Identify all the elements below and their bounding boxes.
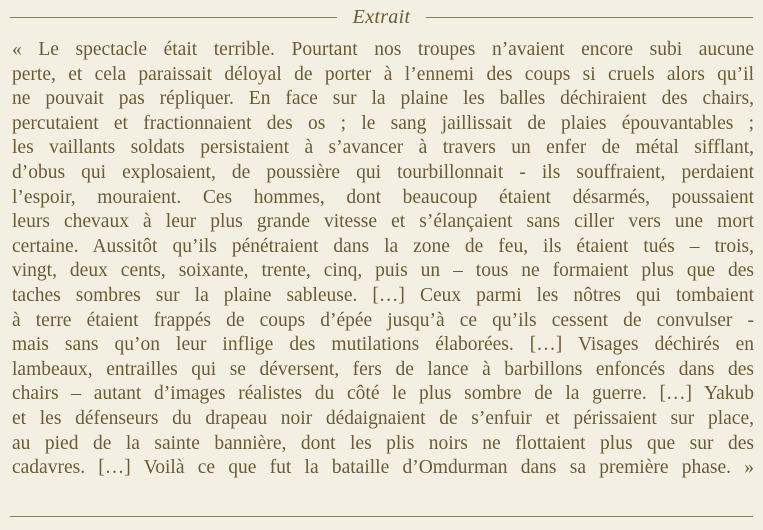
quote-line: à terre étaient frappés de coups d’épée jusqu’à ce qu’ils cessent de convulser -: [12, 309, 754, 331]
quote-line: d’obus qui explosaient, de poussière qui tourbillonnait - ils souffraient, perdaient: [12, 161, 754, 183]
quote-line: taches sombres sur la plaine sableuse. […] Ceux parmi les nôtres qui tombaient: [12, 284, 754, 306]
quote-line: les vaillants soldats persistaient à s’avancer à travers un enfer de métal sifflant,: [12, 137, 754, 159]
quote-line: chairs – autant d’images réalistes du côté le plus sombre de la guerre. […] Yakub: [12, 383, 754, 405]
quote-line: au pied de la sainte bannière, dont les plis noirs ne flottaient plus que sur des: [12, 432, 754, 454]
quote-line: percutaient et fractionnaient des os ; le sang jaillissait de plaies épouvantables ;: [12, 112, 754, 134]
excerpt-header: [0, 4, 763, 30]
quote-line: lambeaux, entrailles qui se déversent, fers de lance à barbillons enfoncés dans des: [12, 358, 754, 380]
excerpt-title: Extrait: [352, 5, 411, 28]
quote-line: leurs chevaux à leur plus grande vitesse et s’élançaient sans ciller vers une mort: [12, 211, 754, 233]
quote-line: et les défenseurs du drapeau noir dédaignaient de s’enfuir et périssaient sur place,: [12, 407, 754, 429]
header-rule-left: [10, 17, 337, 18]
quote-line: cadavres. […] Voilà ce que fut la bataille d’Omdurman dans sa première phase. »: [12, 457, 754, 479]
excerpt-quote: [12, 38, 754, 481]
quote-line: « Le spectacle était terrible. Pourtant nos troupes n’avaient encore subi aucune: [12, 39, 754, 60]
footer-rule: [10, 516, 753, 517]
quote-line: vingt, deux cents, soixante, trente, cinq, puis un – tous ne formaient plus que des: [12, 260, 754, 282]
quote-line: perte, et cela paraissait déloyal de porter à l’ennemi des coups si cruels alors qu’il: [12, 63, 754, 85]
header-rule-right: [426, 17, 753, 18]
quote-line: l’espoir, mouraient. Ces hommes, dont beaucoup étaient désarmés, poussaient: [12, 186, 754, 208]
quote-line: certaine. Aussitôt qu’ils pénétraient dans la zone de feu, ils étaient tués – trois,: [12, 235, 754, 257]
quote-line: ne pouvait pas répliquer. En face sur la plaine les balles déchiraient des chairs,: [12, 88, 754, 110]
quote-line: mais sans qu’on leur inflige des mutilations élaborées. […] Visages déchirés en: [12, 334, 754, 356]
